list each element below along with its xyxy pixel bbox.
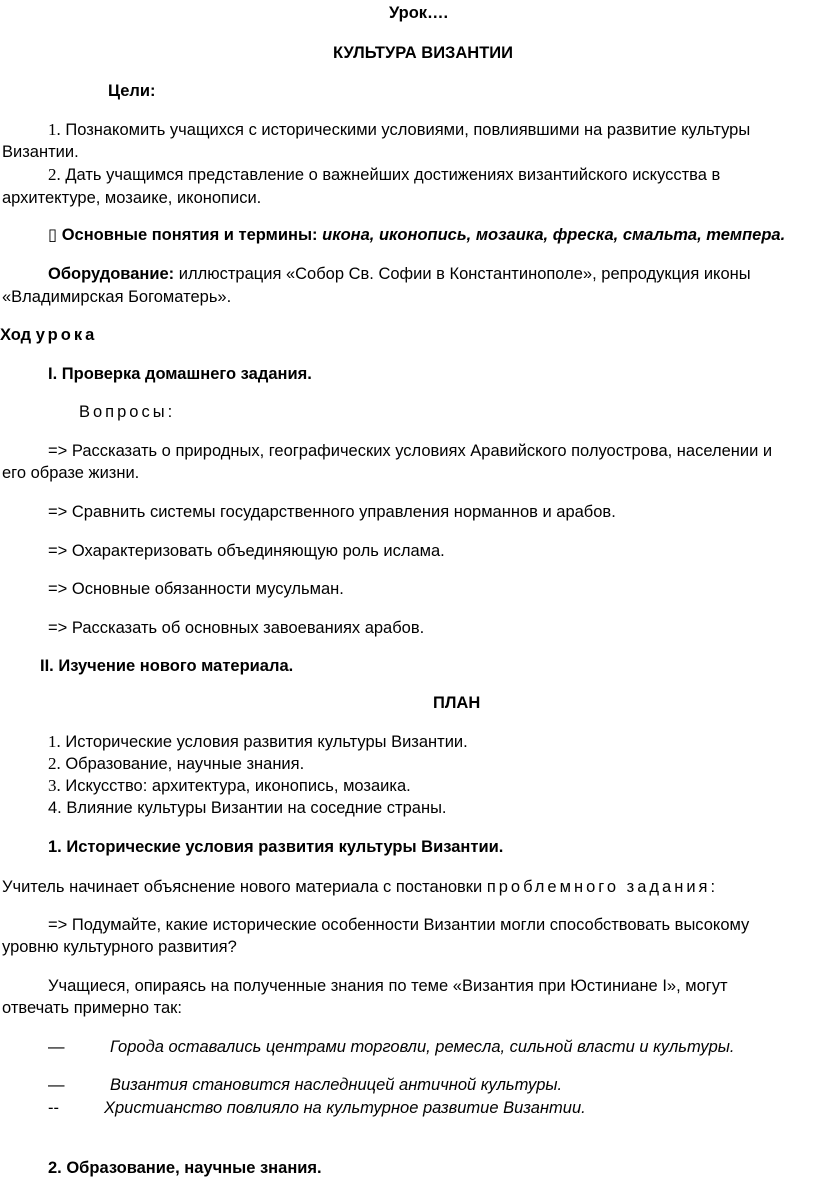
teacher-intro-colon: :: [710, 878, 716, 896]
questions-label: Вопросы:: [79, 403, 176, 421]
question-1-continuation: его образе жизни.: [2, 464, 140, 482]
problem-task-continuation: уровню культурного развития?: [2, 938, 237, 956]
concepts-bullet: ▯: [48, 226, 58, 244]
goal-1: [48, 119, 750, 141]
plan-item-2: [48, 753, 304, 775]
plan-item-4-text: Влияние культуры Византии на соседние страны.: [66, 799, 447, 817]
answer-1: Города оставались центрами торговли, ремесла, сильной власти и культуры.: [110, 1038, 735, 1056]
teacher-intro-text: Учитель начинает объяснение нового материала с постановки: [2, 878, 483, 896]
subsection-1-heading: 1. Исторические условия развития культуры Византии.: [48, 838, 504, 856]
section-1-heading: I. Проверка домашнего задания.: [48, 365, 312, 383]
goal-2-text: Дать учащимся представление о важнейших достижениях византийского искусства в: [65, 166, 721, 184]
goal-1-number: 1.: [48, 120, 61, 139]
equipment-text: иллюстрация «Собор Св. Софии в Константинополе», репродукция иконы: [178, 265, 751, 283]
problem-task: => Подумайте, какие исторические особенности Византии могли способствовать высокому: [48, 916, 750, 934]
answer-3: Христианство повлияло на культурное развитие Византии.: [104, 1099, 586, 1117]
plan-item-4-number: 4.: [48, 799, 62, 817]
answer-2: Византия становится наследницей античной культуры.: [110, 1076, 563, 1094]
plan-item-3: [48, 775, 411, 797]
students-intro: Учащиеся, опираясь на полученные знания по теме «Византия при Юстиниане I», могут: [48, 977, 728, 995]
question-5: => Рассказать об основных завоеваниях арабов.: [48, 619, 425, 637]
concepts-label: Основные понятия и термины:: [61, 226, 318, 244]
question-4: => Основные обязанности мусульман.: [48, 580, 344, 598]
plan-item-1: [48, 731, 468, 753]
goal-2-number: 2.: [48, 165, 61, 184]
goal-2-continuation: архитектуре, мозаике, иконописи.: [2, 189, 262, 207]
answer-1-dash: —: [48, 1038, 65, 1056]
goal-1-text: Познакомить учащихся с историческими условиями, повлиявшими на развитие культуры: [65, 121, 751, 139]
lesson-label: Урок….: [389, 4, 449, 22]
answer-3-dash: --: [48, 1099, 59, 1117]
goal-1-continuation: Византии.: [2, 143, 79, 161]
equipment-label: Оборудование:: [48, 265, 175, 283]
teacher-intro-spaced: проблемного задания: [486, 878, 711, 896]
subsection-2-heading: 2. Образование, научные знания.: [48, 1159, 322, 1177]
equipment-continuation: «Владимирская Богоматерь».: [2, 288, 232, 306]
concepts-terms: икона, иконопись, мозаика, фреска, смальта, темпера.: [322, 226, 786, 244]
lesson-flow-word1: Ход: [0, 326, 32, 344]
question-2: => Сравнить системы государственного управления норманнов и арабов.: [48, 503, 616, 521]
plan-item-1-number: 1.: [48, 732, 61, 751]
lesson-flow-word2: урока: [35, 326, 98, 344]
goal-2: [48, 164, 720, 186]
plan-item-2-number: 2.: [48, 754, 61, 773]
plan-title: ПЛАН: [433, 694, 481, 712]
plan-item-4: [48, 797, 447, 819]
teacher-intro: [2, 876, 715, 898]
plan-item-2-text: Образование, научные знания.: [65, 755, 305, 773]
section-2-heading: II. Изучение нового материала.: [40, 657, 294, 675]
answer-2-dash: —: [48, 1076, 65, 1094]
goals-heading: Цели:: [108, 82, 156, 100]
equipment-line: [48, 263, 751, 285]
students-intro-continuation: отвечать примерно так:: [2, 999, 182, 1017]
question-1: => Рассказать о природных, географических условиях Аравийского полуострова, населении и: [48, 442, 773, 460]
plan-item-3-text: Искусство: архитектура, иконопись, мозаика.: [65, 777, 411, 795]
lesson-flow-heading: [0, 324, 97, 346]
document-title: КУЛЬТУРА ВИЗАНТИИ: [333, 44, 514, 62]
plan-item-3-number: 3.: [48, 776, 61, 795]
question-3: => Охарактеризовать объединяющую роль ислама.: [48, 542, 445, 560]
concepts-line: [48, 224, 785, 246]
plan-item-1-text: Исторические условия развития культуры Византии.: [65, 733, 468, 751]
